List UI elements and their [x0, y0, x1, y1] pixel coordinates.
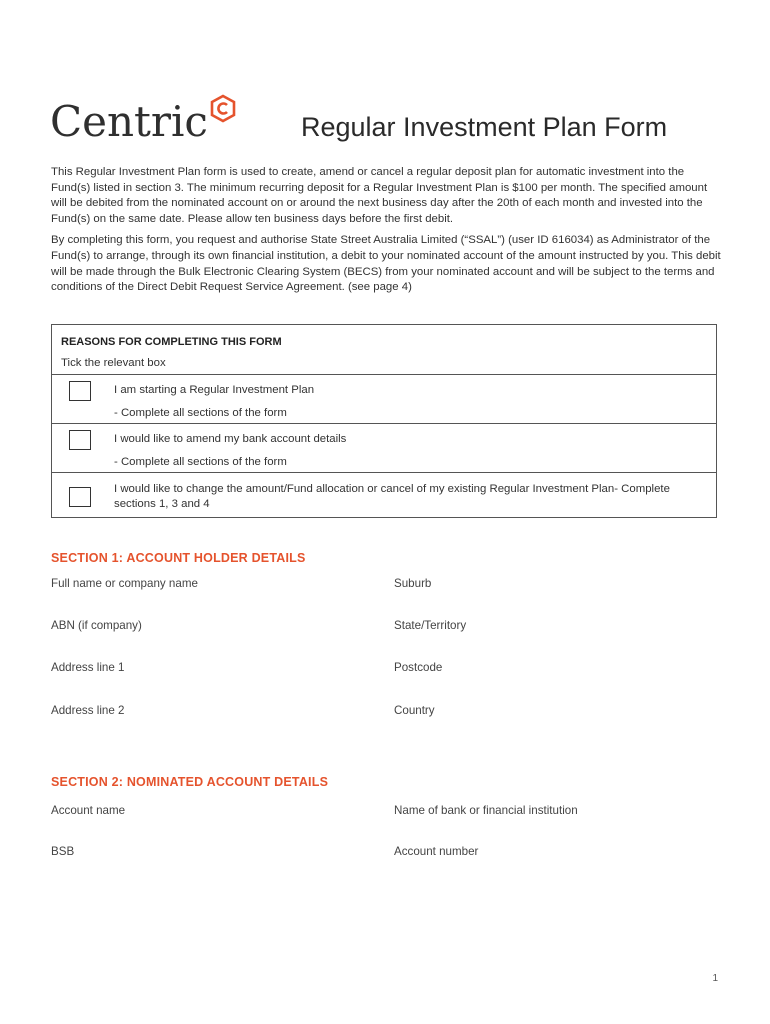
- address-line-1-field[interactable]: Address line 1: [51, 661, 125, 674]
- suburb-field[interactable]: Suburb: [394, 577, 432, 590]
- start-plan-checkbox[interactable]: [69, 381, 91, 401]
- centric-logo: [50, 96, 236, 148]
- reason-text: [114, 383, 676, 421]
- reason-label: I would like to amend my bank account details: [114, 433, 347, 445]
- reason-option-start: [52, 375, 716, 424]
- amend-bank-checkbox[interactable]: [69, 430, 91, 450]
- address-line-2-field[interactable]: Address line 2: [51, 704, 125, 717]
- account-number-field[interactable]: Account number: [394, 845, 479, 858]
- country-field[interactable]: Country: [394, 704, 435, 717]
- postcode-field[interactable]: Postcode: [394, 661, 443, 674]
- section-2-title: SECTION 2: NOMINATED ACCOUNT DETAILS: [51, 775, 329, 789]
- abn-field[interactable]: ABN (if company): [51, 619, 142, 632]
- page-number: 1: [712, 973, 718, 984]
- full-name-field[interactable]: Full name or company name: [51, 577, 198, 590]
- account-name-field[interactable]: Account name: [51, 804, 126, 817]
- bank-name-field[interactable]: Name of bank or financial institution: [394, 804, 578, 817]
- intro-paragraph-1: This Regular Investment Plan form is used to create, amend or cancel a regular deposit plan for automatic investment into the Fund(s) listed in section 3. The minimum recurring deposit for a Regular Investment Plan is $100 per month. The specified amount will be debited from the nominated account on or around the next business day after the 20th of each month and invested into the Fund(s) on the same date. Please allow ten business days before the first debit.: [51, 166, 708, 225]
- section-1-title: SECTION 1: ACCOUNT HOLDER DETAILS: [51, 551, 306, 565]
- change-cancel-checkbox[interactable]: [69, 487, 91, 507]
- reason-note: - Complete all sections of the form: [114, 456, 287, 468]
- intro-paragraph-2: By completing this form, you request and authorise State Street Australia Limited (“SSAL”) (user ID 616034) as Administrator of the Fund(s) to arrange, through its own financial institution, a debit to your nominated account of the amount instructed by you. This debit will be made through the Bulk Electronic Clearing System (BECS) from your nominated account and will be subject to the terms and conditions of the Direct Debit Request Service Agreement. (see page 4): [51, 234, 721, 294]
- reason-note: - Complete all sections of the form: [114, 407, 287, 419]
- reasons-box: [51, 324, 717, 518]
- centric-c-hexagon-icon: [210, 94, 236, 124]
- reasons-subtitle: Tick the relevant box: [61, 357, 166, 369]
- reasons-header: [52, 325, 716, 375]
- reason-option-amend-bank: [52, 424, 716, 473]
- bsb-field[interactable]: BSB: [51, 845, 75, 858]
- reason-label: I would like to change the amount/Fund allocation or cancel of my existing Regular Investment Plan- Complete sections 1, 3 and 4: [114, 483, 670, 510]
- page-title: Regular Investment Plan Form: [301, 112, 668, 142]
- logo-text: Centric: [50, 97, 208, 146]
- reasons-title: REASONS FOR COMPLETING THIS FORM: [61, 336, 282, 348]
- state-territory-field[interactable]: State/Territory: [394, 619, 467, 632]
- reason-label: I am starting a Regular Investment Plan: [114, 384, 315, 396]
- reason-text: [114, 432, 676, 470]
- reason-option-change-cancel: [52, 473, 716, 517]
- intro-text: [51, 165, 721, 302]
